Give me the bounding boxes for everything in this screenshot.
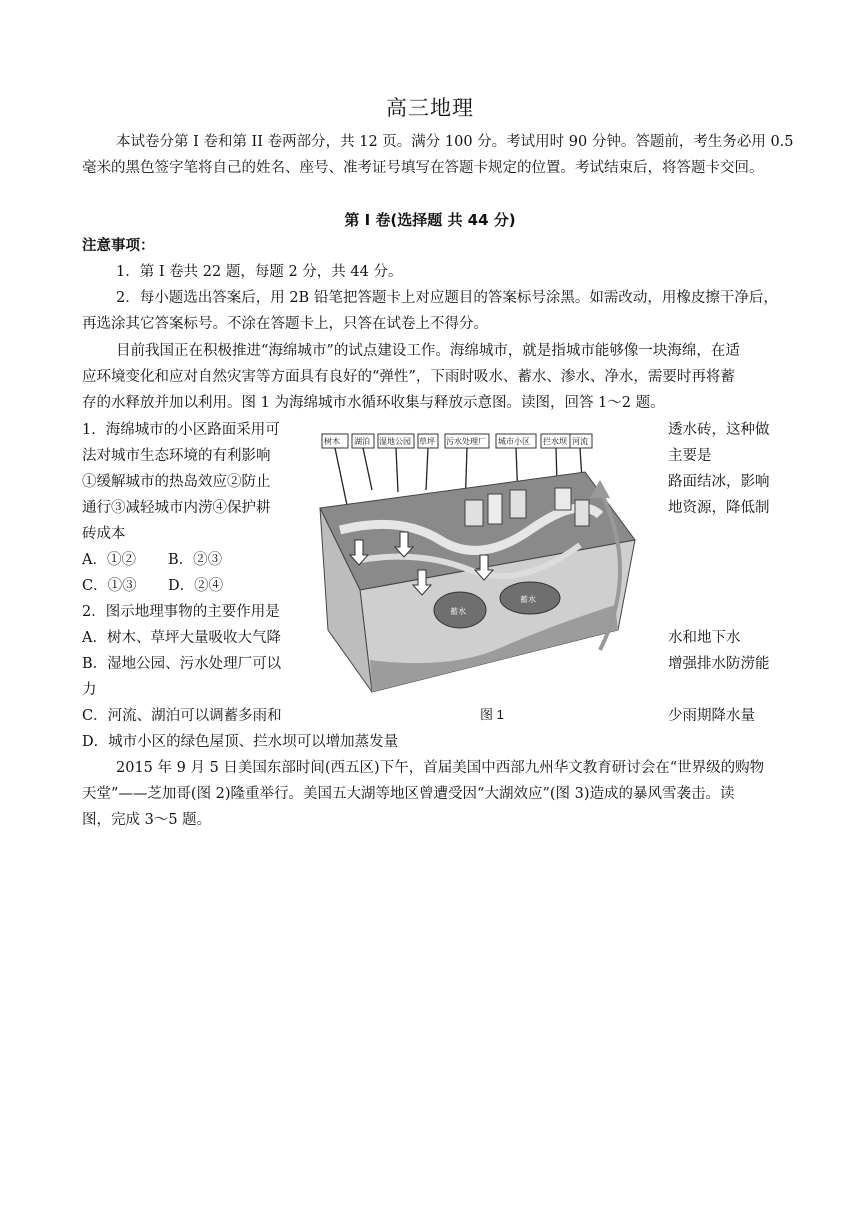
q2-option-c-left: C．河流、湖泊可以调蓄多雨和 <box>82 708 282 724</box>
q1-left-3: ①缓解城市的热岛效应②防止 <box>82 474 271 490</box>
q1-left-5: 砖成本 <box>82 526 126 542</box>
note-2-cont: 再选涂其它答案标号。不涂在答题卡上，只答在试卷上不得分。 <box>82 316 488 332</box>
q1-left-2: 法对城市生态环境的有利影响 <box>82 448 271 464</box>
figure-label-storage-1: 蓄水 <box>450 607 466 616</box>
sponge-city-diagram <box>300 420 645 725</box>
passage2-line-1: 2015 年 9 月 5 日美国东部时间(西五区)下午，首届美国中西部九州华文教育研讨会在“世界级的购物 <box>116 760 765 776</box>
figure-label-residential: 城市小区 <box>498 437 530 446</box>
q2-option-b-left: B．湿地公园、污水处理厂可以 <box>82 656 282 672</box>
q1-right-2: 主要是 <box>668 448 712 464</box>
figure-label-wetland-park: 湿地公园 <box>379 437 411 446</box>
note-1: 1．第 I 卷共 22 题，每题 2 分，共 44 分。 <box>116 264 403 280</box>
passage2-line-2: 天堂”——芝加哥(图 2)隆重举行。美国五大湖等地区曾遭受因“大湖效应”(图 3)造成的暴风雪袭击。读 <box>82 786 735 802</box>
note-2: 2．每小题选出答案后，用 2B 铅笔把答题卡上对应题目的答案标号涂黑。如需改动，用橡皮擦干净后， <box>116 290 778 306</box>
figure-1 <box>300 420 645 725</box>
q1-right-1: 透水砖，这种做 <box>668 422 770 438</box>
passage1-line-2: 应环境变化和应对自然灾害等方面具有良好的“弹性”，下雨时吸水、蓄水、渗水、净水，需要时再将蓄 <box>82 369 735 385</box>
figure-caption: 图 1 <box>480 707 504 722</box>
q2-option-b-tail: 力 <box>82 682 97 698</box>
q2-option-c-right: 少雨期降水量 <box>668 708 755 724</box>
q1-left-1: 1．海绵城市的小区路面采用可 <box>82 422 280 438</box>
q1-option-d: D．②④ <box>168 578 224 594</box>
figure-label-dam: 拦水坝 <box>543 437 567 446</box>
q1-left-4: 通行③减轻城市内涝④保护耕 <box>82 500 271 516</box>
intro-line-1: 本试卷分第 I 卷和第 II 卷两部分，共 12 页。满分 100 分。考试用时 90 分钟。答题前，考生务必用 0.5 <box>116 134 794 150</box>
q1-right-4: 地资源，降低制 <box>668 500 770 516</box>
passage1-line-3: 存的水释放并加以利用。图 1 为海绵城市水循环收集与释放示意图。读图，回答 1～2 题。 <box>82 395 665 411</box>
figure-label-trees: 树木 <box>324 437 340 446</box>
q2-option-d: D．城市小区的绿色屋顶、拦水坝可以增加蒸发量 <box>82 734 399 750</box>
figure-label-storage-2: 蓄水 <box>520 595 536 604</box>
intro-line-2: 毫米的黑色签字笔将自己的姓名、座号、准考证号填写在答题卡规定的位置。考试结束后，将答题卡交回。 <box>82 160 764 176</box>
terrain-block <box>320 472 635 692</box>
q1-right-3: 路面结冰，影响 <box>668 474 770 490</box>
page-title: 高三地理 <box>386 96 474 120</box>
figure-label-sewage-plant: 污水处理厂 <box>446 437 486 446</box>
section-title: 第 I 卷(选择题 共 44 分) <box>344 211 516 229</box>
q1-option-b: B．②③ <box>168 552 223 568</box>
figure-label-lawn: 草坪 <box>419 437 435 446</box>
q2-option-b-right: 增强排水防涝能 <box>668 656 770 672</box>
figure-label-lake: 湖泊 <box>354 437 370 446</box>
q2-option-a-right: 水和地下水 <box>668 630 741 646</box>
passage1-line-1: 目前我国正在积极推进“海绵城市”的试点建设工作。海绵城市，就是指城市能够像一块海绵，在适 <box>116 343 740 359</box>
q1-option-a: A．①② <box>82 552 136 568</box>
q2-option-a-left: A．树木、草坪大量吸收大气降 <box>82 630 281 646</box>
notes-heading: 注意事项： <box>82 238 155 254</box>
figure-label-river: 河流 <box>572 437 588 446</box>
q2-stem: 2．图示地理事物的主要作用是 <box>82 604 280 620</box>
passage2-line-3: 图，完成 3～5 题。 <box>82 812 212 828</box>
q1-option-c: C．①③ <box>82 578 137 594</box>
